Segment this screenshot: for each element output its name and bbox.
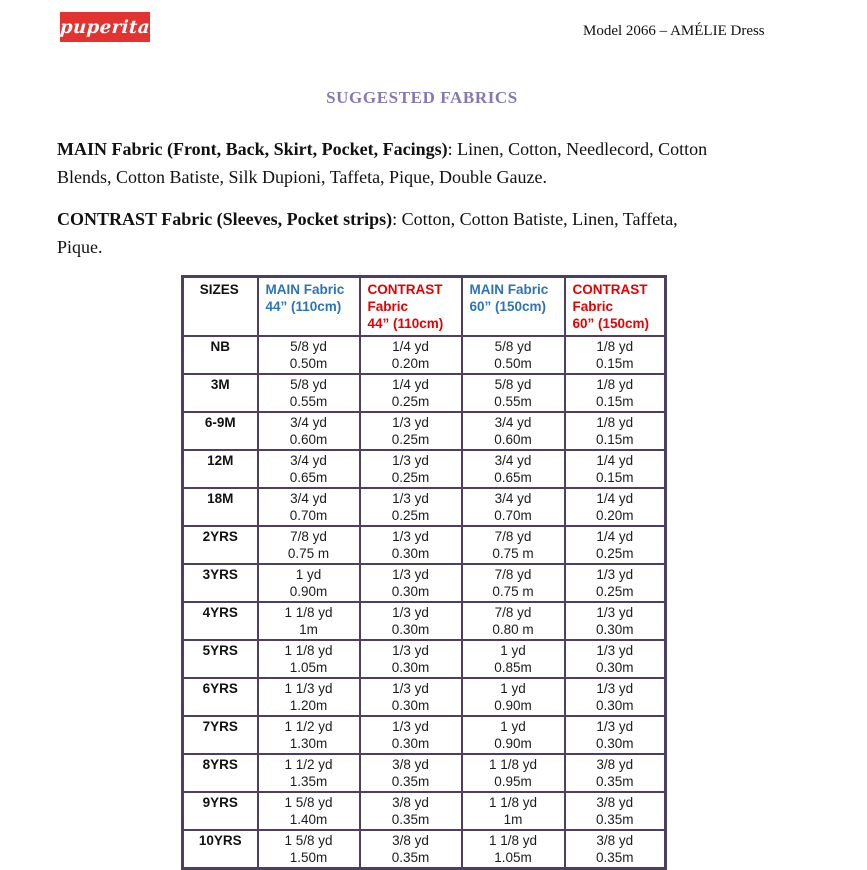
yd-value: 5/8 yd [494,339,532,354]
m-value: 0.30m [595,698,634,713]
paragraph-main-fabric [57,135,787,191]
yd-value: 1 yd [500,681,526,696]
yardage-cell-main-60 [462,792,565,830]
yardage-cell-contrast-44 [360,640,462,678]
m-value: 0.25m [391,508,430,523]
yd-value: 1/3 yd [392,567,429,582]
yd-value: 1/3 yd [392,529,429,544]
size-label: 5YRS [183,640,258,678]
table-row [183,564,666,602]
m-value: 0.30m [595,736,634,751]
yd-value: 3/8 yd [596,833,634,848]
m-value: 0.90m [289,584,328,599]
m-value: 0.70m [289,508,328,523]
table-row [183,640,666,678]
size-label: 18M [183,488,258,526]
yardage-cell-main-44 [258,526,360,564]
yardage-cell-main-60 [462,564,565,602]
m-value: 0.75 m [492,546,534,561]
yd-value: 5/8 yd [290,339,327,354]
m-value: 0.30m [391,622,430,637]
m-value: 1.30m [289,736,328,751]
yd-value: 1/3 yd [596,643,634,658]
yd-value: 1/3 yd [392,415,429,430]
yardage-cell-contrast-60 [565,602,666,640]
yardage-cell-contrast-44 [360,716,462,754]
yd-value: 5/8 yd [290,377,327,392]
yardage-cell-main-44 [258,336,360,374]
yd-value: 1/4 yd [392,377,429,392]
m-value: 0.55m [289,394,328,409]
m-value: 0.35m [391,774,430,789]
yd-value: 3/8 yd [596,795,634,810]
puperita-logo-text: puperita [59,16,151,38]
yardage-cell-main-60 [462,374,565,412]
yd-value: 1 yd [295,567,322,582]
yardage-cell-contrast-60 [565,754,666,792]
yd-value: 1/3 yd [392,453,429,468]
m-value: 0.35m [391,812,430,827]
m-value: 0.30m [391,584,430,599]
m-value: 1.40m [289,812,328,827]
yd-value: 3/4 yd [494,491,532,506]
col-header-main-60: MAIN Fabric 60” (150cm) [462,277,565,337]
table-row [183,678,666,716]
yd-value: 3/4 yd [494,415,532,430]
yd-value: 1 1/2 yd [284,757,333,772]
yardage-cell-contrast-60 [565,374,666,412]
yd-value: 1 1/3 yd [284,681,333,696]
yardage-cell-contrast-60 [565,412,666,450]
yardage-cell-contrast-44 [360,488,462,526]
contrast-fabric-list-part2: Pique. [57,237,103,257]
yardage-cell-main-60 [462,678,565,716]
yardage-cell-main-44 [258,564,360,602]
yd-value: 1 1/8 yd [488,833,538,848]
yardage-cell-contrast-60 [565,792,666,830]
main-fabric-heading: MAIN Fabric (Front, Back, Skirt, Pocket, Facings) [57,139,448,159]
yardage-cell-contrast-60 [565,450,666,488]
table-row [183,336,666,374]
m-value: 0.50m [494,356,532,371]
m-value: 0.30m [391,660,430,675]
yardage-cell-main-44 [258,792,360,830]
m-value: 0.20m [391,356,430,371]
fabric-table-body [183,336,666,869]
m-value: 0.90m [494,698,532,713]
table-row [183,792,666,830]
yardage-cell-contrast-44 [360,336,462,374]
m-value: 0.15m [595,356,634,371]
yardage-cell-main-60 [462,336,565,374]
m-value: 0.80 m [492,622,534,637]
yd-value: 7/8 yd [290,529,327,544]
yardage-cell-contrast-44 [360,526,462,564]
yd-value: 1 5/8 yd [284,795,333,810]
m-value: 0.15m [595,470,634,485]
m-value: 1m [503,812,523,827]
m-value: 1.05m [289,660,328,675]
size-label: 6-9M [183,412,258,450]
yardage-cell-main-44 [258,488,360,526]
yd-value: 1 1/2 yd [284,719,333,734]
yd-value: 7/8 yd [494,567,532,582]
yardage-cell-main-60 [462,716,565,754]
yardage-cell-contrast-60 [565,640,666,678]
yd-value: 1/8 yd [596,339,634,354]
m-value: 0.30m [595,660,634,675]
table-row [183,754,666,792]
table-row [183,374,666,412]
yd-value: 7/8 yd [494,605,532,620]
yardage-cell-contrast-44 [360,412,462,450]
table-row [183,716,666,754]
m-value: 0.35m [595,774,634,789]
yardage-cell-main-60 [462,602,565,640]
main-fabric-list-part2: Blends, Cotton Batiste, Silk Dupioni, Taffeta, Pique, Double Gauze. [57,167,548,187]
yardage-cell-main-44 [258,830,360,869]
yardage-cell-main-60 [462,640,565,678]
yd-value: 1/3 yd [596,719,634,734]
col-header-sizes: SIZES [183,277,258,337]
m-value: 0.15m [595,432,634,447]
yd-value: 3/8 yd [392,795,429,810]
m-value: 0.60m [289,432,328,447]
yd-value: 1 yd [500,643,526,658]
yardage-cell-main-60 [462,450,565,488]
yd-value: 1 1/8 yd [488,795,538,810]
page-title: SUGGESTED FABRICS [326,88,518,107]
yd-value: 1/4 yd [596,453,634,468]
yd-value: 1/3 yd [596,681,634,696]
table-row [183,526,666,564]
size-label: 8YRS [183,754,258,792]
yd-value: 3/8 yd [596,757,634,772]
m-value: 0.25m [391,394,430,409]
yd-value: 1/3 yd [392,681,429,696]
m-value: 0.30m [391,736,430,751]
yd-value: 1/3 yd [596,567,634,582]
yardage-cell-main-44 [258,640,360,678]
yardage-cell-main-44 [258,450,360,488]
yd-value: 3/4 yd [290,491,327,506]
yardage-cell-main-44 [258,678,360,716]
yd-value: 1/3 yd [392,605,429,620]
m-value: 0.95m [494,774,532,789]
yardage-cell-contrast-44 [360,602,462,640]
size-label: 4YRS [183,602,258,640]
m-value: 0.35m [595,850,634,865]
m-value: 0.30m [391,546,430,561]
yardage-cell-main-44 [258,754,360,792]
m-value: 0.15m [595,394,634,409]
m-value: 0.55m [494,394,532,409]
yd-value: 1 5/8 yd [284,833,333,848]
yd-value: 1 1/8 yd [284,643,333,658]
size-label: 10YRS [183,830,258,869]
main-fabric-list-part1: : Linen, Cotton, Needlecord, Cotton [447,139,708,159]
m-value: 0.25m [391,432,430,447]
yardage-cell-main-60 [462,754,565,792]
yd-value: 1/3 yd [392,719,429,734]
yardage-cell-contrast-60 [565,716,666,754]
size-label: 9YRS [183,792,258,830]
model-label: Model 2066 – AMÉLIE Dress [583,23,765,39]
yardage-cell-contrast-60 [565,526,666,564]
m-value: 0.50m [289,356,328,371]
col-header-contrast-44: CONTRAST Fabric 44” (110cm) [360,277,462,337]
yd-value: 1/4 yd [596,529,634,544]
yd-value: 5/8 yd [494,377,532,392]
m-value: 1.50m [289,850,328,865]
m-value: 0.70m [494,508,532,523]
yardage-cell-main-60 [462,830,565,869]
contrast-fabric-list-part1: : Cotton, Cotton Batiste, Linen, Taffeta, [392,209,678,229]
yd-value: 3/4 yd [494,453,532,468]
yardage-cell-contrast-60 [565,488,666,526]
yardage-cell-main-44 [258,412,360,450]
yardage-cell-contrast-44 [360,678,462,716]
size-label: 2YRS [183,526,258,564]
yardage-cell-contrast-44 [360,374,462,412]
yd-value: 1 yd [500,719,526,734]
m-value: 0.20m [595,508,634,523]
m-value: 1.05m [494,850,532,865]
m-value: 0.30m [595,622,634,637]
yardage-cell-contrast-60 [565,830,666,869]
size-label: 3YRS [183,564,258,602]
yd-value: 1 1/8 yd [284,605,333,620]
table-row [183,488,666,526]
m-value: 1.35m [289,774,328,789]
size-label: 3M [183,374,258,412]
yardage-cell-contrast-60 [565,336,666,374]
size-label: 6YRS [183,678,258,716]
yardage-cell-main-44 [258,716,360,754]
yardage-cell-contrast-44 [360,564,462,602]
contrast-fabric-heading: CONTRAST Fabric (Sleeves, Pocket strips) [57,209,393,229]
table-row [183,602,666,640]
yd-value: 3/8 yd [392,757,429,772]
yardage-cell-main-60 [462,488,565,526]
yd-value: 1/8 yd [596,377,634,392]
m-value: 0.85m [494,660,532,675]
size-label: NB [183,336,258,374]
yd-value: 1/4 yd [596,491,634,506]
yardage-cell-contrast-44 [360,792,462,830]
yd-value: 1 1/8 yd [488,757,538,772]
table-row [183,450,666,488]
m-value: 1.20m [289,698,328,713]
yd-value: 7/8 yd [494,529,532,544]
m-value: 0.35m [391,850,430,865]
m-value: 0.75 m [287,546,330,561]
m-value: 0.35m [595,812,634,827]
yd-value: 1/4 yd [392,339,429,354]
m-value: 0.60m [494,432,532,447]
size-label: 7YRS [183,716,258,754]
size-label: 12M [183,450,258,488]
yardage-cell-contrast-44 [360,754,462,792]
yd-value: 1/8 yd [596,415,634,430]
paragraph-contrast-fabric [57,205,787,261]
yd-value: 3/4 yd [290,415,327,430]
yardage-cell-contrast-60 [565,564,666,602]
table-row [183,412,666,450]
m-value: 0.75 m [492,584,534,599]
content-column [57,88,787,870]
m-value: 0.90m [494,736,532,751]
yd-value: 1/3 yd [596,605,634,620]
col-header-main-44: MAIN Fabric 44” (110cm) [258,277,360,337]
m-value: 1m [299,622,318,637]
m-value: 0.65m [289,470,328,485]
table-row [183,830,666,869]
yardage-cell-main-60 [462,412,565,450]
col-header-contrast-60: CONTRAST Fabric 60” (150cm) [565,277,666,337]
table-header-row [183,277,666,337]
puperita-logo [60,12,150,42]
yd-value: 3/8 yd [392,833,429,848]
m-value: 0.30m [391,698,430,713]
yardage-cell-contrast-60 [565,678,666,716]
m-value: 0.65m [494,470,532,485]
yardage-cell-main-44 [258,602,360,640]
yardage-cell-main-44 [258,374,360,412]
fabric-requirements-table [181,275,667,870]
m-value: 0.25m [595,546,634,561]
yardage-cell-main-60 [462,526,565,564]
yd-value: 1/3 yd [392,491,429,506]
yd-value: 1/3 yd [392,643,429,658]
yd-value: 3/4 yd [290,453,327,468]
yardage-cell-contrast-44 [360,830,462,869]
m-value: 0.25m [391,470,430,485]
yardage-cell-contrast-44 [360,450,462,488]
m-value: 0.25m [595,584,634,599]
